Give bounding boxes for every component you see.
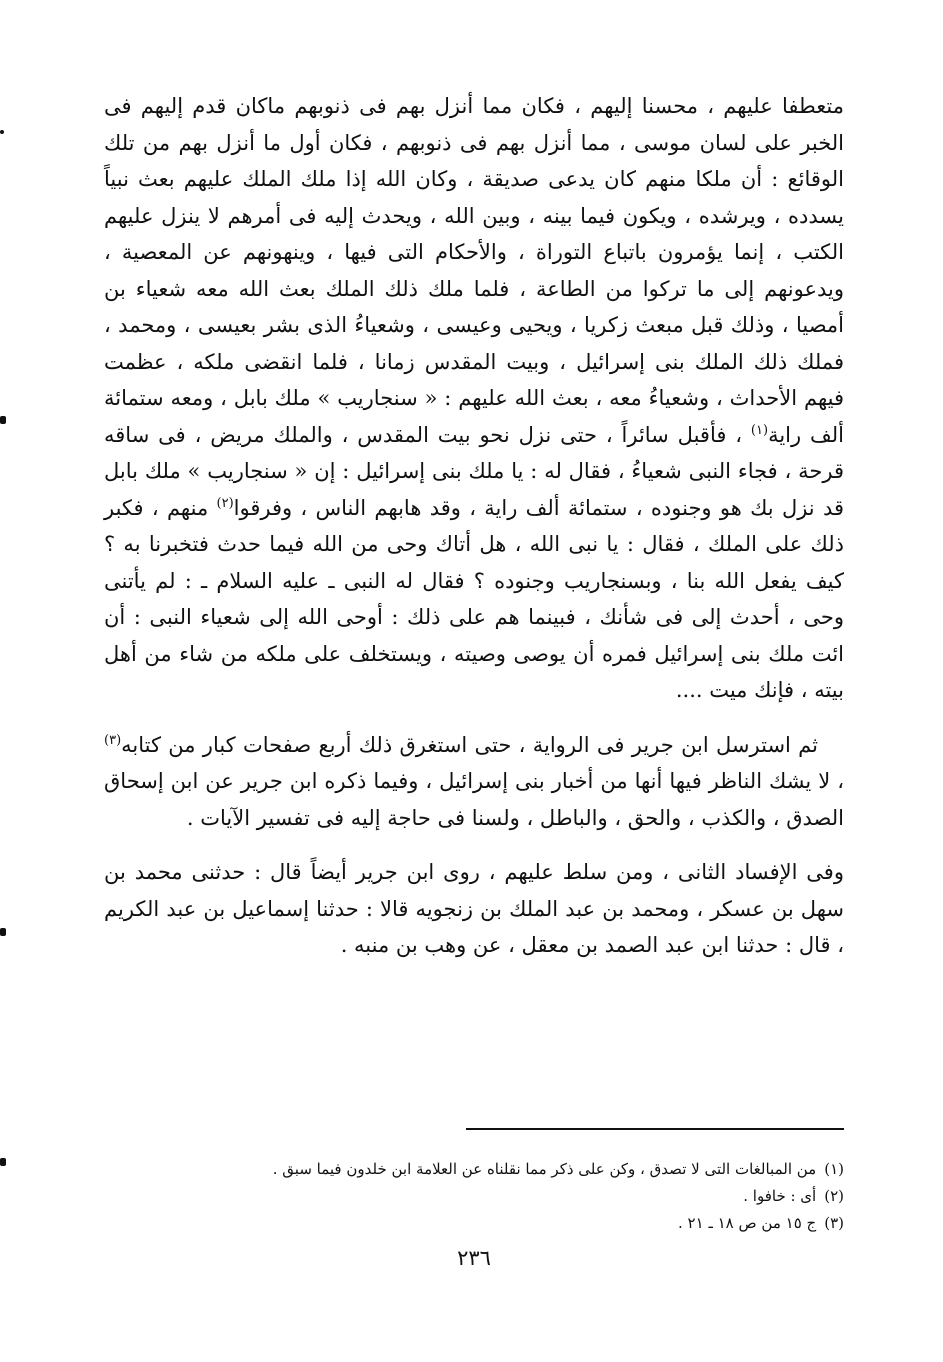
binding-mark	[0, 416, 6, 424]
footnote-ref-1[interactable]: (١)	[750, 422, 769, 438]
footnotes	[104, 1156, 844, 1237]
footnote-2-number: (٢)	[824, 1187, 844, 1205]
paragraph-1-text-c: منهم ، فكبر ذلك على الملك ، فقال : يا نبى الله ، هل أتاك وحى من الله فيما حدث فتخبرنا به ؟ كيف يفعل الله بنا ، وبسنجاريب وجنوده ؟ فقال له النبى ـ عليه السلام ـ : لم يأتنى وحى ، أحدث إلى فى شأنك ، فبينما هم على ذلك : أوحى الله إلى شعياء النبى : أن ائت ملك بنى إسرائيل فمره أن يوصى وصيته ، ويستخلف على ملكه من شاء من أهل بيته ، فإنك ميت ....	[104, 495, 844, 702]
binding-mark	[0, 130, 4, 134]
footnote-2	[104, 1183, 844, 1210]
footnote-3-text: ج ١٥ من ص ١٨ ـ ٢١ .	[678, 1214, 817, 1232]
paragraph-2-text-b: ، لا يشك الناظر فيها أنها من أخبار بنى إسرائيل ، وفيما ذكره ابن جرير عن ابن إسحاق الصدق ، والكذب ، والحق ، والباطل ، ولسنا فى حاجة إليه فى تفسير الآيات .	[104, 769, 844, 830]
page-number: ٢٣٦	[457, 1246, 491, 1270]
paragraph-2	[104, 727, 844, 837]
footnote-divider	[466, 1128, 844, 1130]
footnote-ref-2[interactable]: (٢)	[216, 495, 234, 511]
footnote-ref-3[interactable]: (٣)	[104, 732, 122, 748]
footnote-3-number: (٣)	[824, 1214, 844, 1232]
paragraph-2-text-a: ثم استرسل ابن جرير فى الرواية ، حتى استغرق ذلك أربع صفحات كبار من كتابه	[121, 732, 818, 757]
footnote-1-text: من المبالغات التى لا تصدق ، وكن على ذكر مما نقلناه عن العلامة ابن خلدون فيما سبق .	[272, 1160, 817, 1178]
paragraph-1	[104, 88, 844, 709]
paragraph-1-text-b: ، فأقبل سائراً ، حتى نزل نحو بيت المقدس ، والملك مريض ، فى ساقه قرحة ، فجاء النبى شعياءُ ، فقال له : يا ملك بنى إسرائيل : إن « سنجاريب » ملك بابل قد نزل بك هو وجنوده ، ستمائة ألف راية ، وقد هابهم الناس ، وفرقوا	[104, 422, 845, 520]
binding-mark	[0, 928, 6, 936]
footnote-2-text: أى : خافوا .	[743, 1187, 817, 1205]
paragraph-3: وفى الإفساد الثانى ، ومن سلط عليهم ، روى ابن جرير أيضاً قال : حدثنى محمد بن سهل بن عسكر ، ومحمد بن عبد الملك بن زنجويه قالا : حدثنا إسماعيل بن عبد الكريم ، قال : حدثنا ابن عبد الصمد بن معقل ، عن وهب بن منبه .	[104, 860, 844, 957]
footnote-1	[104, 1156, 844, 1183]
footnote-1-number: (١)	[824, 1160, 844, 1178]
footnote-3	[104, 1210, 844, 1237]
document-page	[104, 88, 844, 1328]
binding-mark	[0, 1158, 6, 1166]
paragraph-1-text-a: متعطفا عليهم ، محسنا إليهم ، فكان مما أنزل بهم فى ذنوبهم ماكان قدم إليهم فى الخبر على لسان موسى ، مما أنزل بهم فى ذنوبهم ، فكان أول ما أنزل بهم من تلك الوقائع : أن ملكا منهم كان يدعى صديقة ، وكان الله إذا ملك الملك عليهم بعث نبياً يسدده ، ويرشده ، ويكون فيما بينه ، وبين الله ، ويحدث إليه فى أمرهم لا ينزل عليهم الكتب ، إنما يؤمرون باتباع التوراة ، والأحكام التى فيها ، وينهونهم عن المعصية ، ويدعونهم إلى ما تركوا من الطاعة ، فلما ملك ذلك الملك بعث الله معه شعياء بن أمصيا ، وذلك قبل مبعث زكريا ، ويحيى وعيسى ، وشعياءُ الذى بشر بعيسى ، ومحمد ، فملك ذلك الملك بنى إسرائيل ، وبيت المقدس زمانا ، فلما انقضى ملكه ، عظمت فيهم الأحداث ، وشعياءُ معه ، بعث الله عليهم : « سنجاريب » ملك بابل ، ومعه ستمائة ألف راية	[104, 94, 844, 447]
